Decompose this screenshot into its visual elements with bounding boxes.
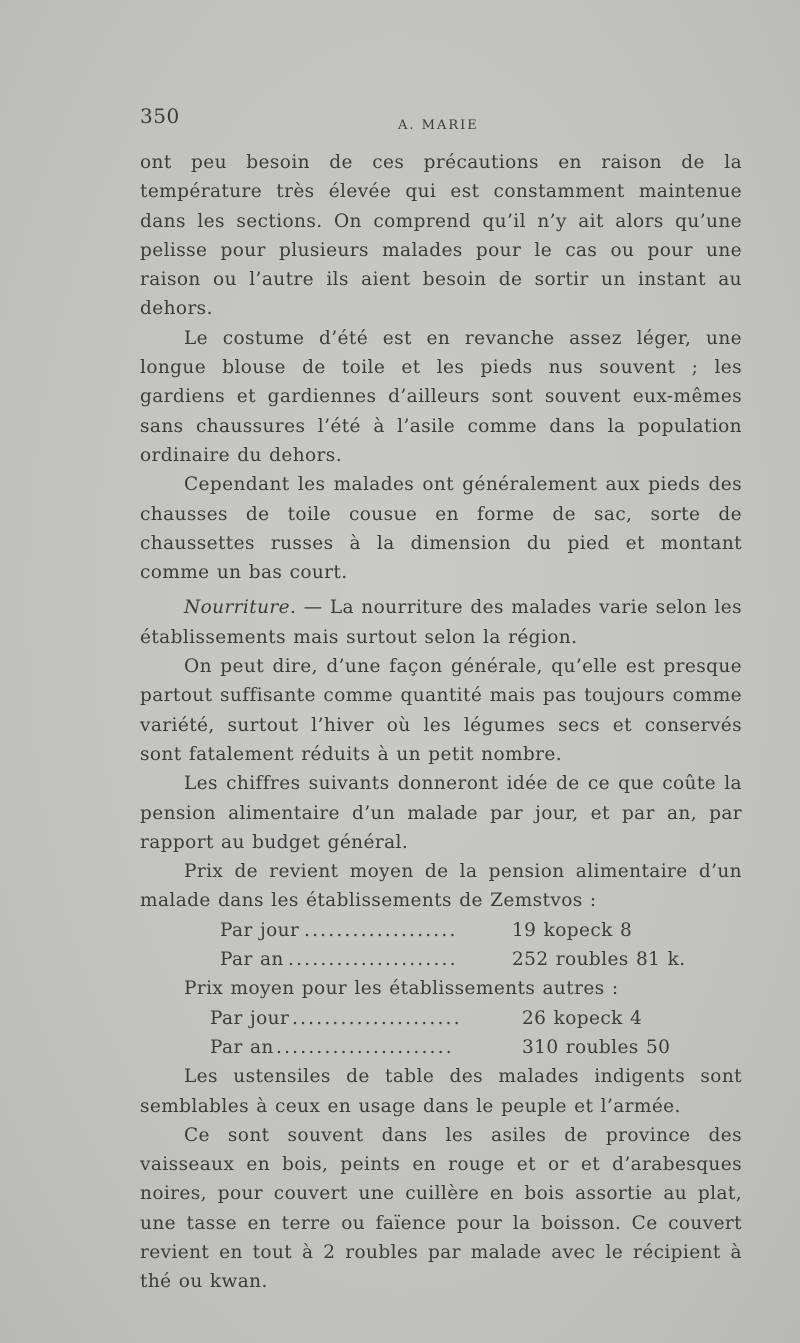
price-label: Par an (220, 949, 284, 971)
leader-dots: ..................... (288, 949, 458, 971)
paragraph: Cependant les malades ont généralement aux pieds des chausses de toile cousue en forme de sac, sorte de chaussettes russes à la dimension du pied et montant comme un bas court. (140, 474, 742, 584)
paragraph: Ce sont souvent dans les asiles de province des vaisseaux en bois, peints en rouge et or et d’arabesques noires, pour couvert une cuillère en bois assortie au plat, une tasse en terre ou faïence pour la boisson. Ce couvert revient en tout à 2 roubles par malade avec le récipient à thé ou kwan. (140, 1124, 742, 1293)
paragraph: On peut dire, d’une façon générale, qu’elle est presque partout suffisante comme quantité mais pas toujours comme variété, surtout l’hiver où les légumes secs et conservés sont fatalement réduits à un petit nombre. (140, 656, 742, 765)
paragraph: Les chiffres suivants donneront idée de ce que coûte la pension alimentaire d’un malade par jour, et par an, par rapport au budget général. (140, 773, 742, 853)
body-text (140, 148, 742, 1297)
price-value: 310 roubles 50 (522, 1036, 671, 1058)
leader-dots: ..................... (292, 1007, 462, 1029)
price-value: 26 kopeck 4 (522, 1007, 643, 1029)
paragraph: Les ustensiles de table des malades indigents sont semblables à ceux en usage dans le peuple et l’armée. (140, 1066, 742, 1117)
price-label: Par jour (220, 919, 300, 941)
price-row (140, 945, 742, 974)
price-label: Par jour (210, 1007, 290, 1029)
section-title: Nourriture. (184, 597, 297, 619)
price-row (140, 1004, 742, 1033)
paragraph: Prix moyen pour les établissements autres : (184, 978, 619, 1000)
page-header (140, 104, 740, 134)
running-head: A. MARIE (398, 118, 479, 133)
price-row (140, 916, 742, 945)
price-value: 19 kopeck 8 (512, 919, 633, 941)
section-paragraph (140, 593, 742, 652)
paragraph: ont peu besoin de ces précautions en raison de la température très élevée qui est constamment maintenue dans les sections. On comprend qu’il n’y ait alors qu’une pelisse pour plusieurs malades pour le cas ou pour une raison ou l’autre ils aient besoin de sortir un instant au dehors. (140, 152, 742, 320)
leader-dots: ................... (304, 919, 458, 941)
price-label: Par an (210, 1036, 274, 1058)
page-number: 350 (140, 104, 180, 128)
paragraph: Le costume d’été est en revanche assez léger, une longue blouse de toile et les pieds nus souvent ; les gardiens et gardiennes d’ailleurs sont souvent eux-mêmes sans chaussures l’été à l’asile comme dans la population ordinaire du dehors. (140, 327, 742, 466)
paragraph: Prix de revient moyen de la pension alimentaire d’un malade dans les établissements de Zemstvos : (140, 861, 742, 912)
price-value: 252 roubles 81 k. (512, 949, 686, 971)
price-row (140, 1033, 742, 1062)
section-intro: — La nourriture des malades varie selon les établissements mais surtout selon la région. (140, 597, 742, 648)
leader-dots: ...................... (276, 1036, 454, 1058)
